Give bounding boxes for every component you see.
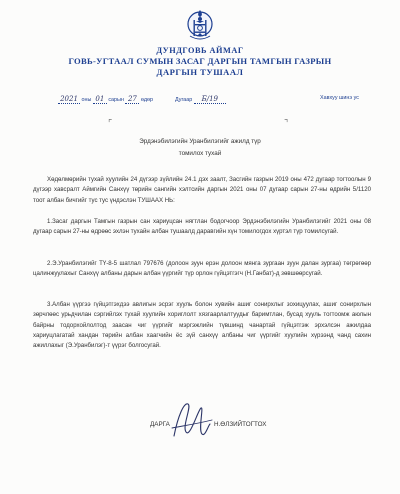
subject-line-2: томилох тухай xyxy=(178,150,222,157)
handwritten-signature xyxy=(168,396,214,446)
signatory-title: ДАРГА xyxy=(150,421,170,428)
number-line xyxy=(175,95,226,104)
day-suffix: өдөр xyxy=(140,97,154,103)
subject-line-1: Эрдэнэбилэгийн Уранбилэгийг ажилд түр xyxy=(139,138,261,145)
date-line xyxy=(58,95,153,104)
state-emblem-icon xyxy=(187,6,213,42)
number-label: Дугаар xyxy=(175,97,193,103)
subject-bracket-right: ⌝ xyxy=(284,118,289,128)
paragraph-2: 2.Э.Уранбилэгийг ТҮ-8-5 шатлал 797676 (долоон зуун ерэн долоон мянга зургаан зуун далан зургаа) төгрөгөөр цалинжуулахыг Санхүү албаны дарын албан үүргийг түр орлон гүйцэтгэгч (Н.Ганбат)-д зөвшөөрсугай. xyxy=(33,260,371,278)
aimag-name: ДУНДГОВЬ АЙМАГ xyxy=(156,46,244,55)
year-handwritten: 2021 xyxy=(58,95,80,104)
paragraph-preamble: Хөдөлмөрийн тухай хуулийн 24 дүгээр зүйлийн 24.1 дэх заалт, Засгийн газрын 2019 оны 472 дугаар тогтоолын 9 дүгээр хавсралт Аймгийн Санхүү төрийн сангийн хэлтсийн даргын 2021 оны 07 дугаар сарын 27-ны өдрийн 5/1120 тоот албан бичгийг тус тус үндэслэн ТУШААХ НЬ: xyxy=(33,176,371,204)
month-suffix: сарын xyxy=(108,97,124,103)
subject xyxy=(0,136,400,160)
month-handwritten: 01 xyxy=(93,95,107,104)
day-handwritten: 27 xyxy=(125,95,139,104)
year-suffix: оны xyxy=(81,97,92,103)
paragraph-1: 1.Засаг даргын Тамгын газрын сан хариуцсан нягтлан бодогчоор Эрдэнэбилэгийн Уранбилэгийг 2021 оны 08 дугаар сарын 27-ны өдрөөс эхлэн тухайн албан тушаалд даравгийн хүн томилогдох хүртэл түр томилсугай. xyxy=(33,218,371,236)
number-handwritten: Б/19 xyxy=(194,95,226,104)
signatory-name: Н.ӨЛЗИЙТОГТОХ xyxy=(214,421,267,428)
paragraph-3: 3.Албан үүргээ гүйцэтгэхдээ авлигын эсрэг хууль болон хувийн ашиг сонирхлыг зохицуулах, ашиг сонирхлын зөрчлөөс урьдчилан сэргийлэх тухай хуулийн хориглолт хязгаарлалтуудыг баримтлан, бусад хууль тогтоомж аюлын байрны тодорхойлолтод заасан чиг үүргийг мэргэжлийн түвшинд чанартай гүйцэтгэж эрхэлсэн ажилдаа хариуцлагатай хандан төрийн албан хаагчийн ёс зүй санхүү албаны чиг үүргийг хуулийн хүрээнд чанд сахин ажиллахыг (Э.Уранбилэг)-т үүрэг болгосугай. xyxy=(33,301,371,350)
place-name: Хавхуу шинэ ус xyxy=(320,95,359,101)
document-type: ДАРГЫН ТУШААЛ xyxy=(156,67,244,77)
subject-bracket-left: ⌜ xyxy=(108,118,113,128)
office-name: ГОВЬ-УГТААЛ СУМЫН ЗАСАГ ДАРГЫН ТАМГЫН ГАЗРЫН xyxy=(68,56,332,66)
